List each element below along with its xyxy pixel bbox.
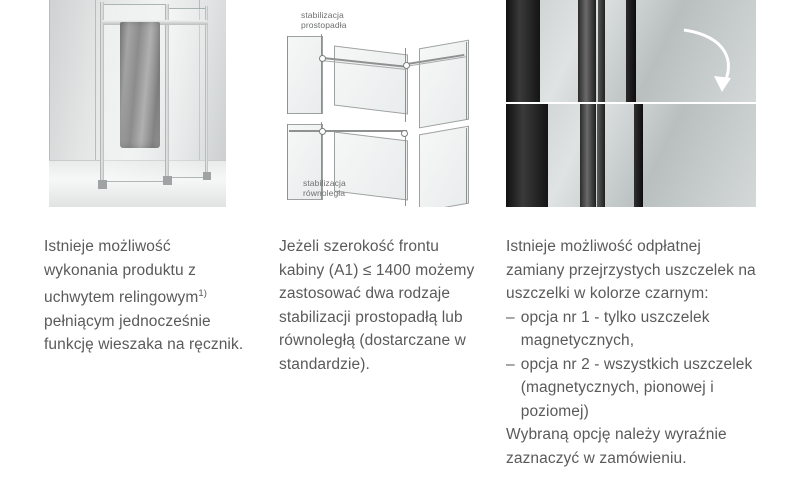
black-seal-magnetic-bottom <box>580 104 596 207</box>
diagram-bottom-line-4 <box>466 128 467 204</box>
column-stabilizers <box>279 0 479 376</box>
black-profile-left-bottom <box>506 104 548 207</box>
image-black-seals <box>506 0 756 207</box>
image-shower-with-towel <box>49 0 226 207</box>
stabilizer-joint-1 <box>319 55 326 62</box>
caption-stabilizers <box>279 235 479 376</box>
label-line-2: prostopadła <box>301 20 347 30</box>
black-seal-vertical-bottom <box>597 104 605 207</box>
caption-outro: Wybraną opcję należy wyraźnie zaznaczyć w zamówieniu. <box>506 426 727 467</box>
label-stabilizacja-prostopadla <box>301 10 347 30</box>
black-seal-magnetic-top <box>578 0 596 103</box>
diagram-bottom-right-panel <box>419 126 469 207</box>
caption-towel-rail <box>44 235 249 357</box>
caption-intro: Istnieje możliwość odpłatnej zamiany przejrzystych uszczelek na uszczelki w kolorze czarnym: <box>506 238 756 302</box>
list-dash: – <box>506 355 515 373</box>
post-right <box>205 6 208 176</box>
glass-panel-side <box>168 8 208 178</box>
diagram-top-line-4 <box>466 42 467 120</box>
diagram-top-right-panel <box>419 40 469 129</box>
seal-photo-bottom <box>506 104 756 207</box>
seal-options-list <box>506 306 756 424</box>
label-line-1: stabilizacja <box>301 10 344 20</box>
post-center <box>165 4 169 180</box>
caption-text-rest: pełniącym jednocześnie funkcję wieszaka na ręcznik. <box>44 312 244 354</box>
column-black-seals <box>506 0 756 470</box>
post-left <box>100 2 104 184</box>
curved-arrow-icon <box>678 26 748 98</box>
diagram-top-left-panel <box>287 36 323 114</box>
stabilizer-joint-3 <box>319 128 326 135</box>
label-line-3: stabilizacja <box>303 178 346 188</box>
black-seal-vertical-top <box>598 0 605 103</box>
black-profile-right-bottom <box>634 104 643 207</box>
stabilizer-joint-4 <box>401 130 408 137</box>
diagram-top-line-3 <box>405 48 406 122</box>
column-towel-rail <box>44 0 249 357</box>
label-stabilizacja-rownolegla <box>303 178 346 198</box>
diagram-bottom-line-1 <box>287 124 288 200</box>
caption-black-seals <box>506 235 756 470</box>
post-foot-center <box>163 176 172 185</box>
list-item <box>506 353 756 424</box>
black-profile-left-top <box>506 0 540 103</box>
diagram-top-front-panel <box>334 45 408 114</box>
caption-text: Jeżeli szerokość frontu kabiny (A1) ≤ 1400 możemy zastosować dwa rodzaje stabilizacji prostopadłą lub równoległą (dostarczane w standardzie). <box>279 238 475 373</box>
caption-text: Istnieje możliwość wykonania produktu z uchwytem relingowym <box>44 238 199 307</box>
diagram-top-line-1 <box>287 36 288 114</box>
list-dash: – <box>506 308 515 326</box>
towel <box>120 22 160 148</box>
list-item <box>506 306 756 353</box>
label-line-4: równoległa <box>303 188 346 198</box>
stabilizer-bar-parallel <box>289 130 407 132</box>
wall-edge-inner <box>95 0 96 165</box>
list-item-label: opcja nr 1 - tylko uszczelek magnetycznych, <box>520 308 710 349</box>
diagram-bottom-line-3 <box>405 134 406 206</box>
footnote-marker: 1) <box>198 288 208 299</box>
image-stabilizer-diagram <box>279 0 479 207</box>
stabilizer-joint-2 <box>403 62 410 69</box>
list-item-label: opcja nr 2 - wszystkich uszczelek (magnetycznych, pionowej i poziomej) <box>520 355 753 420</box>
post-foot-right <box>203 172 211 180</box>
diagram-top-line-2 <box>321 34 322 114</box>
post-foot-left <box>98 180 107 189</box>
black-profile-right-top <box>626 0 636 103</box>
